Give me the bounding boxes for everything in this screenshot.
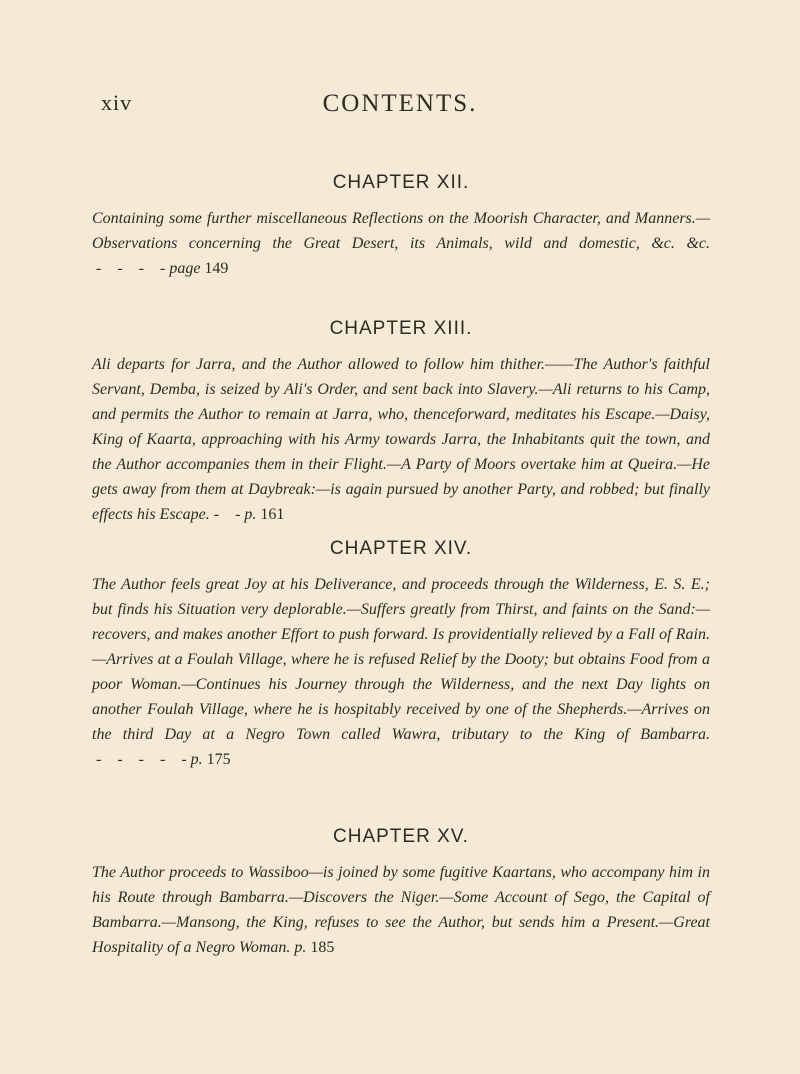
leader-dots: - - - -: [92, 260, 170, 277]
page-label: page: [169, 260, 201, 277]
page-header: [0, 90, 800, 120]
summary-text: The Author proceeds to Wassiboo—is joined by some fugitive Kaartans, who accompany him in his Route through Bambarra.—Discovers the Niger.—Some Account of Sego, the Capital of Bambarra.—Mansong, the King, refuses to see the Author, but sends him a Present.—Great Hospitality of a Negro Woman.: [92, 864, 710, 956]
chapter-heading: CHAPTER XII.: [332, 172, 470, 193]
page-label: p.: [244, 506, 257, 523]
chapter-summary: [92, 860, 710, 960]
chapter-heading: CHAPTER XIII.: [329, 318, 473, 339]
chapter-entry-xiv: [92, 538, 710, 772]
chapter-summary: [92, 206, 710, 281]
page-reference: [294, 939, 334, 956]
page-ref-number: 149: [204, 260, 229, 277]
summary-text: Containing some further miscellaneous Reflections on the Moorish Character, and Manners.—Observations concerning the Great Desert, its Animals, wild and domestic, &c. &c.: [92, 210, 710, 252]
chapter-summary: [92, 572, 710, 772]
chapter-heading: CHAPTER XV.: [333, 826, 469, 847]
summary-text: The Author feels great Joy at his Deliverance, and proceeds through the Wilderness, E. S. E.; but finds his Situation very deplorable.—Suffers greatly from Thirst, and faints on the Sand:—recovers, and makes another Effort to push forward. Is providentially relieved by a Fall of Rain.—Arrives at a Foulah Village, where he is refused Relief by the Dooty; but obtains Food from a poor Woman.—Continues his Journey through the Wilderness, and the next Day lights on another Foulah Village, where he is hospitably received by one of the Shepherds.—Arrives on the third Day at a Negro Town called Wawra, tributary to the King of Bambarra.: [92, 576, 710, 743]
chapter-entry-xiii: [92, 318, 710, 527]
chapter-entry-xv: [92, 826, 710, 960]
page-ref-number: 161: [260, 506, 285, 523]
page-reference: [169, 260, 228, 277]
chapter-entry-xii: [92, 172, 710, 281]
page-number: xiv: [101, 90, 133, 115]
summary-text: Ali departs for Jarra, and the Author allowed to follow him thither.——The Author's faithful Servant, Demba, is seized by Ali's Order, and sent back into Slavery.—Ali returns to his Camp, and permits the Author to remain at Jarra, who, thenceforward, meditates his Escape.—Daisy, King of Kaarta, approaching with his Army towards Jarra, the Inhabitants quit the town, and the Author accompanies them in their Flight.—A Party of Moors overtake him at Queira.—He gets away from them at Daybreak:—is again pursued by another Party, and robbed; but finally effects his Escape.: [92, 356, 710, 523]
page-label: p.: [294, 939, 307, 956]
page-label: p.: [190, 751, 203, 768]
running-title: CONTENTS.: [322, 90, 478, 117]
leader-dots: - -: [209, 506, 245, 523]
chapter-summary: [92, 352, 710, 527]
leader-dots: - - - - -: [92, 751, 191, 768]
page-reference: [191, 751, 231, 768]
page-ref-number: 185: [310, 939, 335, 956]
chapter-heading: CHAPTER XIV.: [329, 538, 473, 559]
page-reference: [244, 506, 284, 523]
page-ref-number: 175: [206, 751, 231, 768]
